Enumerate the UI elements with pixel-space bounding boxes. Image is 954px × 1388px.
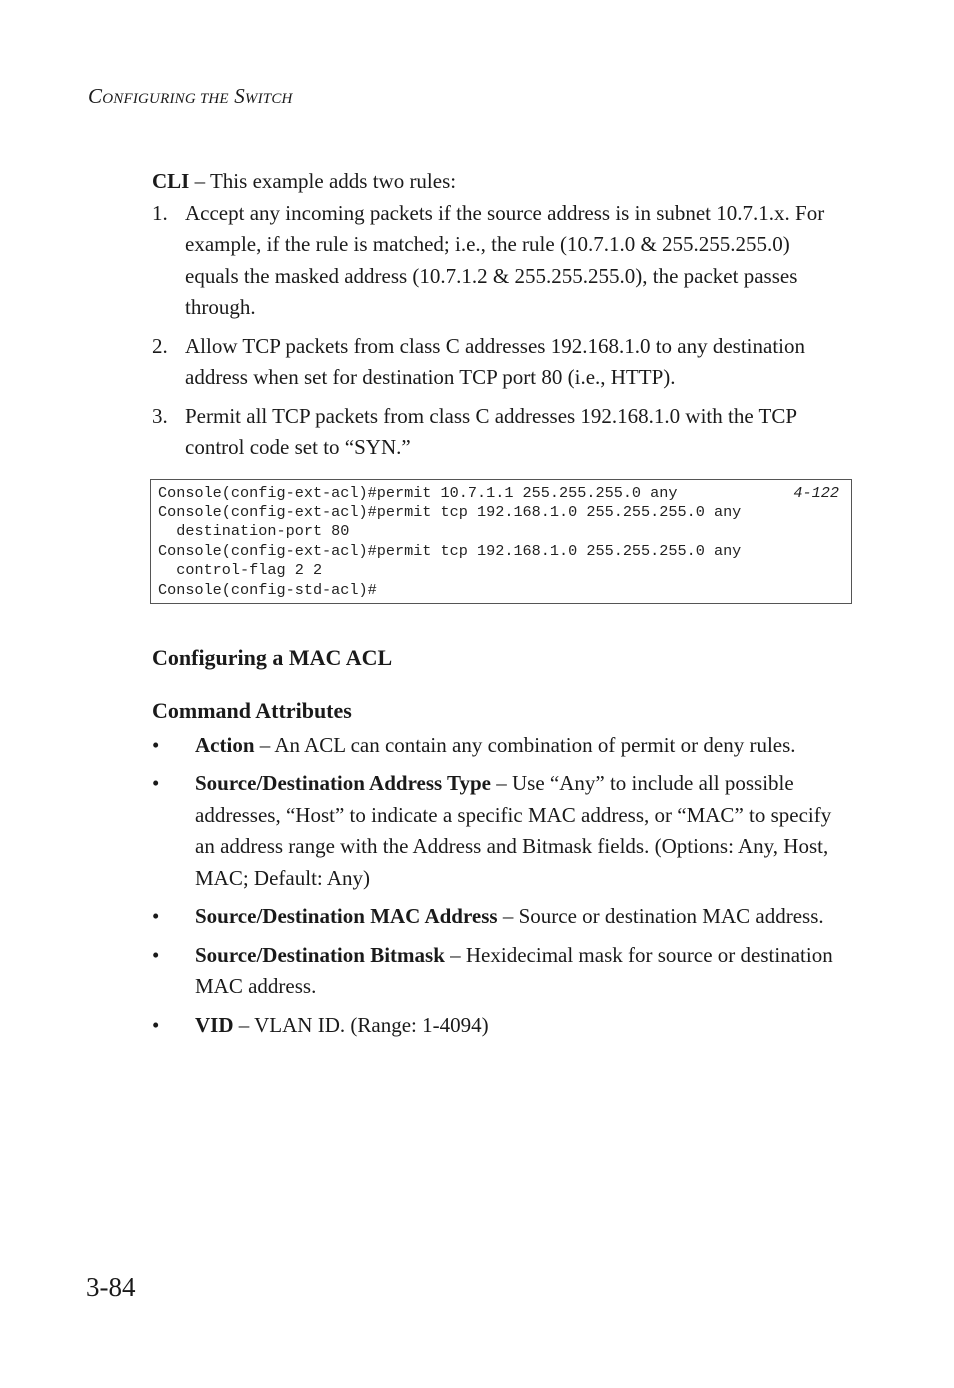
attribute-description: – Use “Any” to include all possible addresses, “Host” to indicate a specific MAC address, or “MAC” to specify an address range with the Address and Bitmask fields. (Options: Any, Host, MAC; Default: Any) xyxy=(195,771,832,890)
attribute-item xyxy=(152,940,847,1003)
rule-steps-list xyxy=(152,198,847,464)
bullet-icon: • xyxy=(152,1012,160,1037)
code-line: Console(config-ext-acl)#permit 10.7.1.1 255.255.255.0 any xyxy=(158,483,678,502)
step-text: Permit all TCP packets from class C addresses 192.168.1.0 with the TCP control code set to “SYN.” xyxy=(185,403,797,459)
page-content xyxy=(152,166,847,1048)
attribute-item xyxy=(152,1010,847,1042)
attribute-description: – VLAN ID. (Range: 1-4094) xyxy=(233,1012,489,1037)
subsection-title: Command Attributes xyxy=(152,697,352,723)
step-number: 2. xyxy=(152,333,168,358)
command-attributes-list xyxy=(152,730,847,1042)
attribute-description: – Hexidecimal mask for source or destination MAC address. xyxy=(195,942,833,999)
code-line: Console(config-std-acl)# xyxy=(158,580,377,599)
attribute-description: – An ACL can contain any combination of permit or deny rules. xyxy=(254,732,796,757)
attribute-term: Source/Destination Bitmask xyxy=(195,942,445,967)
header-rest-1: ONFIGURING THE xyxy=(102,91,229,107)
header-rest-2: WITCH xyxy=(244,91,293,107)
bullet-icon: • xyxy=(152,904,160,929)
header-cap-c: C xyxy=(88,84,103,108)
bullet-icon: • xyxy=(152,771,160,796)
code-line: Console(config-ext-acl)#permit tcp 192.168.1.0 255.255.255.0 any xyxy=(158,541,742,560)
header-cap-s: S xyxy=(228,84,245,108)
step-number: 3. xyxy=(152,403,168,428)
attribute-term: Source/Destination MAC Address xyxy=(195,904,498,929)
section-title: Configuring a MAC ACL xyxy=(152,644,393,670)
step-text: Allow TCP packets from class C addresses 192.168.1.0 to any destination address when set for destination TCP port 80 (i.e., HTTP). xyxy=(185,333,806,389)
cli-code-block xyxy=(150,479,852,604)
bullet-icon: • xyxy=(152,942,160,967)
code-line: control-flag 2 2 xyxy=(158,561,323,580)
running-header xyxy=(88,84,293,109)
code-line: destination-port 80 xyxy=(158,522,350,541)
attribute-item xyxy=(152,901,847,933)
bullet-icon: • xyxy=(152,732,160,757)
attribute-description: – Source or destination MAC address. xyxy=(497,904,824,929)
command-page-reference: 4-122 xyxy=(793,483,839,502)
attribute-item xyxy=(152,768,847,894)
attribute-term: Source/Destination Address Type xyxy=(195,771,491,796)
rule-step xyxy=(152,198,847,324)
rule-step xyxy=(152,401,847,464)
attribute-term: Action xyxy=(195,732,255,757)
step-text: Accept any incoming packets if the source address is in subnet 10.7.1.x. For example, if the rule is matched; i.e., the rule (10.7.1.0 & 255.255.255.0) equals the masked address (10.7.1.2 & 255.255.255.0), the packet passes through. xyxy=(185,200,825,319)
cli-label: CLI xyxy=(152,169,190,193)
cli-intro xyxy=(152,166,847,198)
page-number: 3-84 xyxy=(86,1272,136,1302)
rule-step xyxy=(152,331,847,394)
code-line: Console(config-ext-acl)#permit tcp 192.168.1.0 255.255.255.0 any xyxy=(158,502,742,521)
attribute-term: VID xyxy=(195,1012,234,1037)
attribute-item xyxy=(152,730,847,762)
cli-intro-text: – This example adds two rules: xyxy=(189,169,457,193)
step-number: 1. xyxy=(152,200,168,225)
